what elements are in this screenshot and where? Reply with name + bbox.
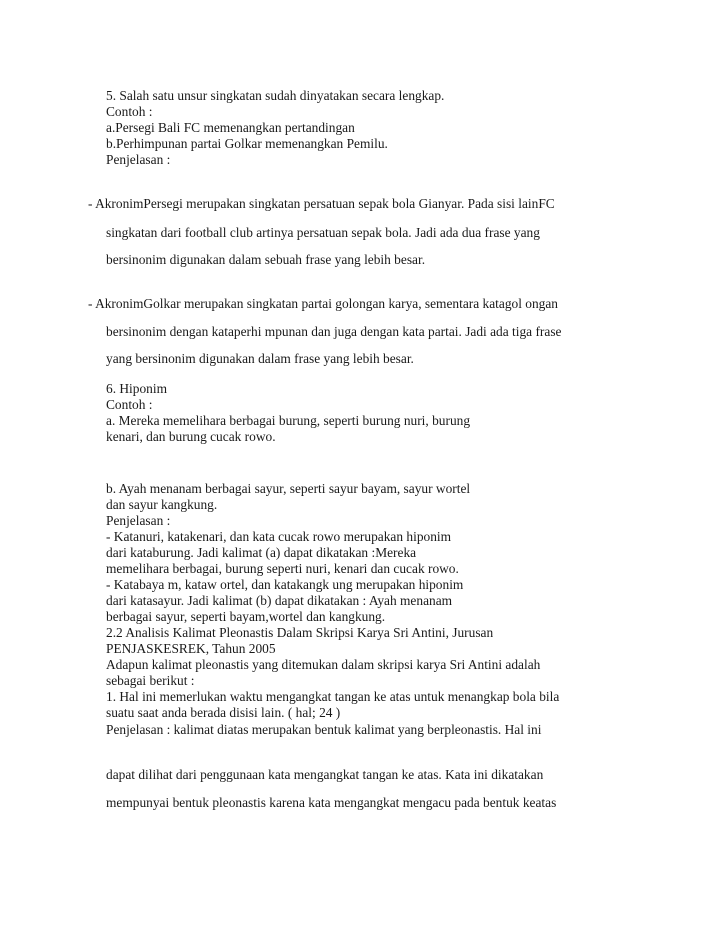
explanation-line: - AkronimPersegi merupakan singkatan persatuan sepak bola Gianyar. Pada sisi lainFC <box>88 196 555 211</box>
body-line: Adapun kalimat pleonastis yang ditemukan dalam skripsi karya Sri Antini adalah <box>106 657 541 672</box>
heading-hiponim: 6. Hiponim <box>106 381 168 396</box>
contoh-label: Contoh : <box>106 397 153 412</box>
example-line: kenari, dan burung cucak rowo. <box>106 429 276 444</box>
section-heading: 2.2 Analisis Kalimat Pleonastis Dalam Skripsi Karya Sri Antini, Jurusan <box>106 625 494 640</box>
section-heading: PENJASKESREK, Tahun 2005 <box>106 641 276 656</box>
explanation-line: memelihara berbagai, burung seperti nuri, kenari dan cucak rowo. <box>106 561 459 576</box>
explanation-line: berbagai sayur, seperti bayam,wortel dan kangkung. <box>106 609 386 624</box>
explanation-line: dapat dilihat dari penggunaan kata mengangkat tangan ke atas. Kata ini dikatakan <box>106 767 544 782</box>
example-line: dan sayur kangkung. <box>106 497 218 512</box>
explanation-line: dari katasayur. Jadi kalimat (b) dapat dikatakan : Ayah menanam <box>106 593 453 608</box>
example-line: b.Perhimpunan partai Golkar memenangkan Pemilu. <box>106 136 388 151</box>
explanation-line: yang bersinonim digunakan dalam frase yang lebih besar. <box>106 351 414 366</box>
penjelasan-label: Penjelasan : <box>106 152 171 167</box>
explanation-line: mempunyai bentuk pleonastis karena kata mengangkat mengacu pada bentuk keatas <box>106 795 557 810</box>
example-line: a. Mereka memelihara berbagai burung, seperti burung nuri, burung <box>106 413 471 428</box>
explanation-line: - Katanuri, katakenari, dan kata cucak rowo merupakan hiponim <box>106 529 452 544</box>
heading-singkatan: 5. Salah satu unsur singkatan sudah dinyatakan secara lengkap. <box>106 88 445 103</box>
example-line: 1. Hal ini memerlukan waktu mengangkat tangan ke atas untuk menangkap bola bila <box>106 689 560 704</box>
explanation-line: - AkronimGolkar merupakan singkatan partai golongan karya, sementara katagol ongan <box>88 296 559 311</box>
example-line: b. Ayah menanam berbagai sayur, seperti sayur bayam, sayur wortel <box>106 481 471 496</box>
example-line: a.Persegi Bali FC memenangkan pertandingan <box>106 120 355 135</box>
contoh-label: Contoh : <box>106 104 153 119</box>
example-line: suatu saat anda berada disisi lain. ( hal; 24 ) <box>106 705 341 720</box>
body-line: sebagai berikut : <box>106 673 195 688</box>
explanation-line: bersinonim dengan kataperhi mpunan dan juga dengan kata partai. Jadi ada tiga frase <box>106 324 562 339</box>
explanation-line: dari kataburung. Jadi kalimat (a) dapat dikatakan :Mereka <box>106 545 417 560</box>
explanation-line: Penjelasan : kalimat diatas merupakan bentuk kalimat yang berpleonastis. Hal ini <box>106 722 542 737</box>
penjelasan-label: Penjelasan : <box>106 513 171 528</box>
explanation-line: singkatan dari football club artinya persatuan sepak bola. Jadi ada dua frase yang <box>106 225 540 240</box>
explanation-line: bersinonim digunakan dalam sebuah frase yang lebih besar. <box>106 252 426 267</box>
explanation-line: - Katabaya m, kataw ortel, dan katakangk ung merupakan hiponim <box>106 577 464 592</box>
